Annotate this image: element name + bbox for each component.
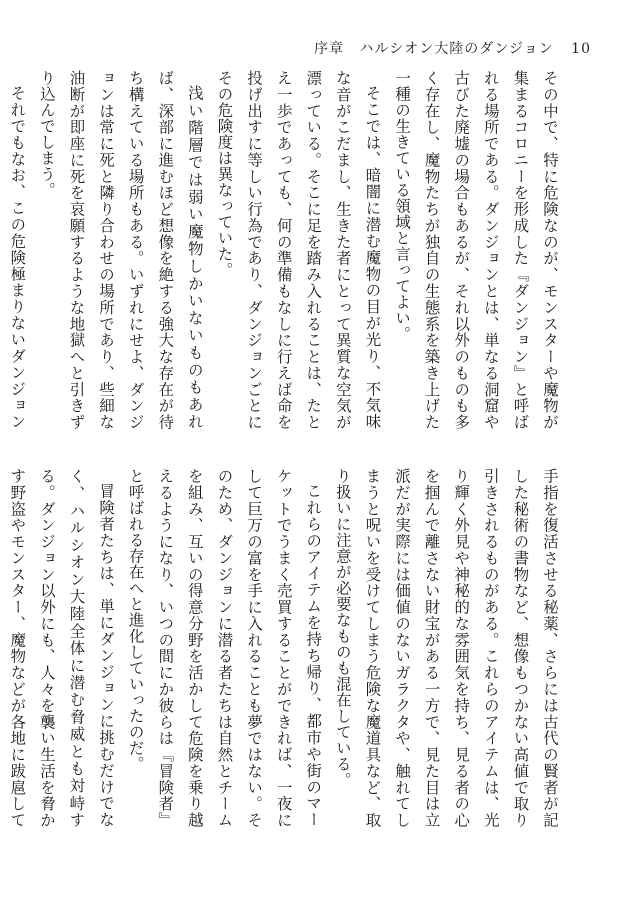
page-number: 10 <box>571 41 591 57</box>
paragraph: それでもなお、この危険極まりないダンジョン <box>8 85 27 430</box>
paragraph: 浅い階層では弱い魔物しかいないものもあれば、深部に進むほど想像を絶する強大な存在が待ち構えている場所もある。いずれにせよ、ダンジョンは常に死と隣り合わせの場所であり、些細な油断が即座に死を哀願するような地獄へと引きずり込んでしまう。 <box>37 70 204 430</box>
paragraph: これらのアイテムを持ち帰り、都市や街のマーケットでうまく売買することができれば、一夜にして巨万の富を手に入れることも夢ではない。そのため、ダンジョンに潜る者たちは自然とチームを組み、互いの得意分野を活かして危険を乗り越えるようになり、いつの間にか彼らは『冒険者』と呼ばれる存在へと進化していったのだ。 <box>126 468 323 828</box>
paragraph: その中で、特に危険なのが、モンスターや魔物が集まるコロニーを形成した『ダンジョン』と呼ばれる場所である。ダンジョンとは、単なる洞窟や古びた廃墟の場合もあるが、それ以外のものも多く存在し、魔物たちが独自の生態系を築き上げた一種の生きている領域と言ってよい。 <box>393 70 559 430</box>
paragraph: 冒険者たちは、単にダンジョンに挑むだけでなく、ハルシオン大陸全体に潜む脅威とも対峙する。ダンジョン以外にも、人々を襲い生活を脅かす野盗やモンスター、魔物などが各地に跋扈して <box>8 468 116 828</box>
chapter-title: ハルシオン大陸のダンジョン <box>359 41 554 57</box>
chapter-label: 序章 <box>314 41 345 57</box>
text-block-lower <box>8 468 564 828</box>
running-header <box>314 38 591 58</box>
text-block-upper <box>8 70 564 430</box>
paragraph: そこでは、暗闇に潜む魔物の目が光り、不気味な音がこだまし、生きた者にとって異質な空気が漂っている。そこに足を踏み入れることは、たとえ一歩であっても、何の準備もなしに行えば命を投げ出すに等しい行為であり、ダンジョンごとにその危険度は異なっていた。 <box>215 70 382 430</box>
paragraph: 手指を復活させる秘薬、さらには古代の賢者が記した秘術の書物など、想像もつかない高値で取り引きされるものがある。これらのアイテムは、光り輝く外見や神秘的な雰囲気を持ち、見る者の心を掴んで離さない財宝がある一方で、見た目は立派だが実際には価値のないガラクタや、触れてしまうと呪いを受けてしまう危険な魔道具など、取り扱いに注意が必要なものも混在している。 <box>333 468 559 828</box>
